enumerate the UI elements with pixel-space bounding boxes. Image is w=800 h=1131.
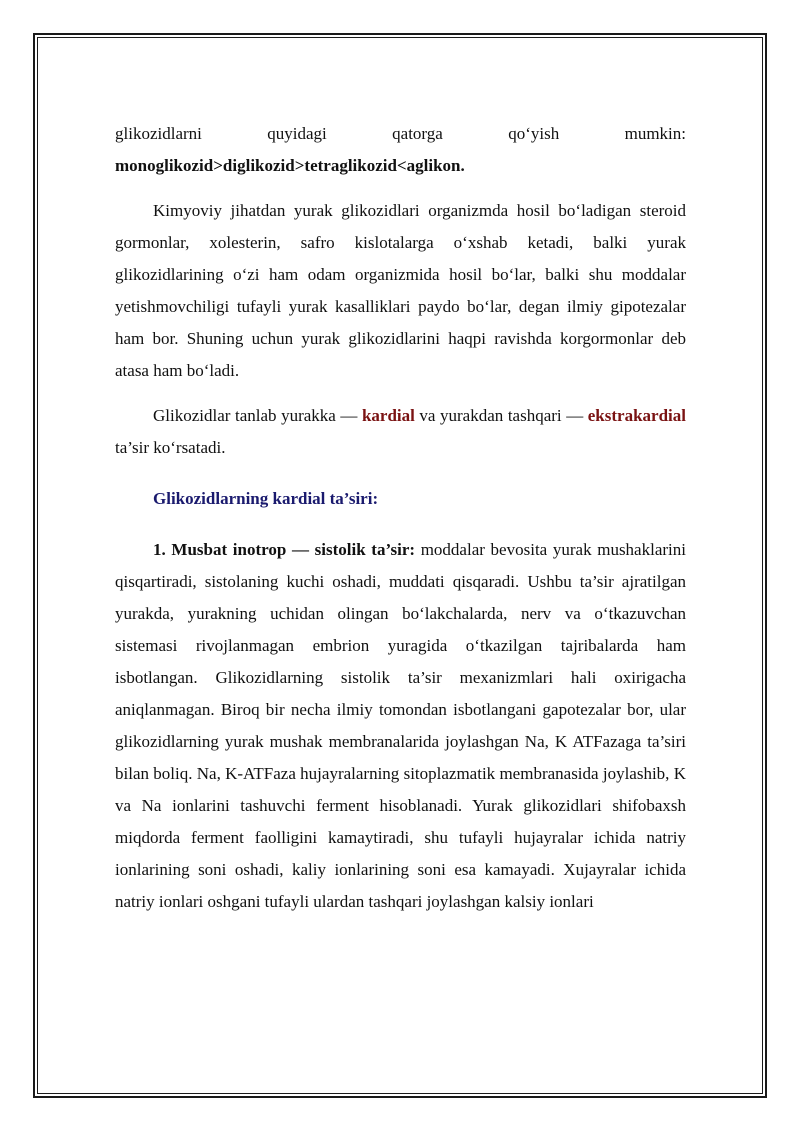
term-ekstrakardial: ekstrakardial [587, 406, 686, 425]
term-kardial: kardial [361, 406, 415, 425]
paragraph-effects [115, 400, 686, 464]
section-heading: Glikozidlarning kardial ta’siri: [153, 489, 379, 508]
paragraph-intro [115, 118, 686, 150]
paragraph-formula [115, 150, 686, 182]
intro-text: glikozidlarni quyidagi qatorga qo‘yish mumkin: [115, 124, 686, 143]
effects-text-2: va yurakdan tashqari — [414, 406, 588, 425]
paragraph-chemistry: Kimyoviy jihatdan yurak glikozidlari organizmda hosil bo‘ladigan steroid gormonlar, xolesterin, safro kislotalarga o‘xshab ketadi, balki yurak glikozidlarining o‘zi ham odam organizmida hosil bo‘lar, balki shu moddalar yetishmovchiligi tufayli yurak kasalliklari paydo bo‘lar, degan ilmiy gipotezalar ham bor. Shuning uchun yurak glikozidlarini haqpi ravishda korgormonlar deb atasa ham bo‘ladi. [115, 201, 686, 380]
effects-text-1: Glikozidlar tanlab yurakka — [153, 406, 362, 425]
inotrop-lead: 1. Musbat inotrop — sistolik ta’sir: [153, 540, 416, 559]
effects-text-3: ta’sir ko‘rsatadi. [115, 438, 226, 457]
paragraph-inotrop [115, 534, 686, 918]
glycoside-series-formula: monoglikozid>diglikozid>tetraglikozid<aglikon. [115, 156, 465, 175]
inotrop-body: moddalar bevosita yurak mushaklarini qisqartiradi, sistolaning kuchi oshadi, muddati qisqaradi. Ushbu ta’sir ajratilgan yurakda, yurakning uchidan olingan bo‘lakchalarda, nerv va o‘tkazuvchan sistemasi rivojlanmagan embrion yuragida o‘tkazilgan tajribalarda ham isbotlangan. Glikozidlarning sistolik ta’sir mexanizmlari hali oxirigacha aniqlanmagan. Biroq bir necha ilmiy tomondan isbotlangani gapotezalar bor, ular glikozidlarning yurak mushak membranalarida joylashgan Na, K ATFazaga ta’siri bilan boliq. Na, K-ATFaza hujayralarning sitoplazmatik membranasida joylashib, K va Na ionlarini tashuvchi ferment hisoblanadi. Yurak glikozidlari shifobaxsh miqdorda ferment faolligini kamaytiradi, shu tufayli hujayralar ichida natriy ionlarining soni oshadi, kaliy ionlarining soni esa kamayadi. Xujayralar ichida natriy ionlari oshgani tufayli ulardan tashqari joylashgan kalsiy ionlari [115, 540, 686, 911]
page-content [115, 118, 686, 918]
